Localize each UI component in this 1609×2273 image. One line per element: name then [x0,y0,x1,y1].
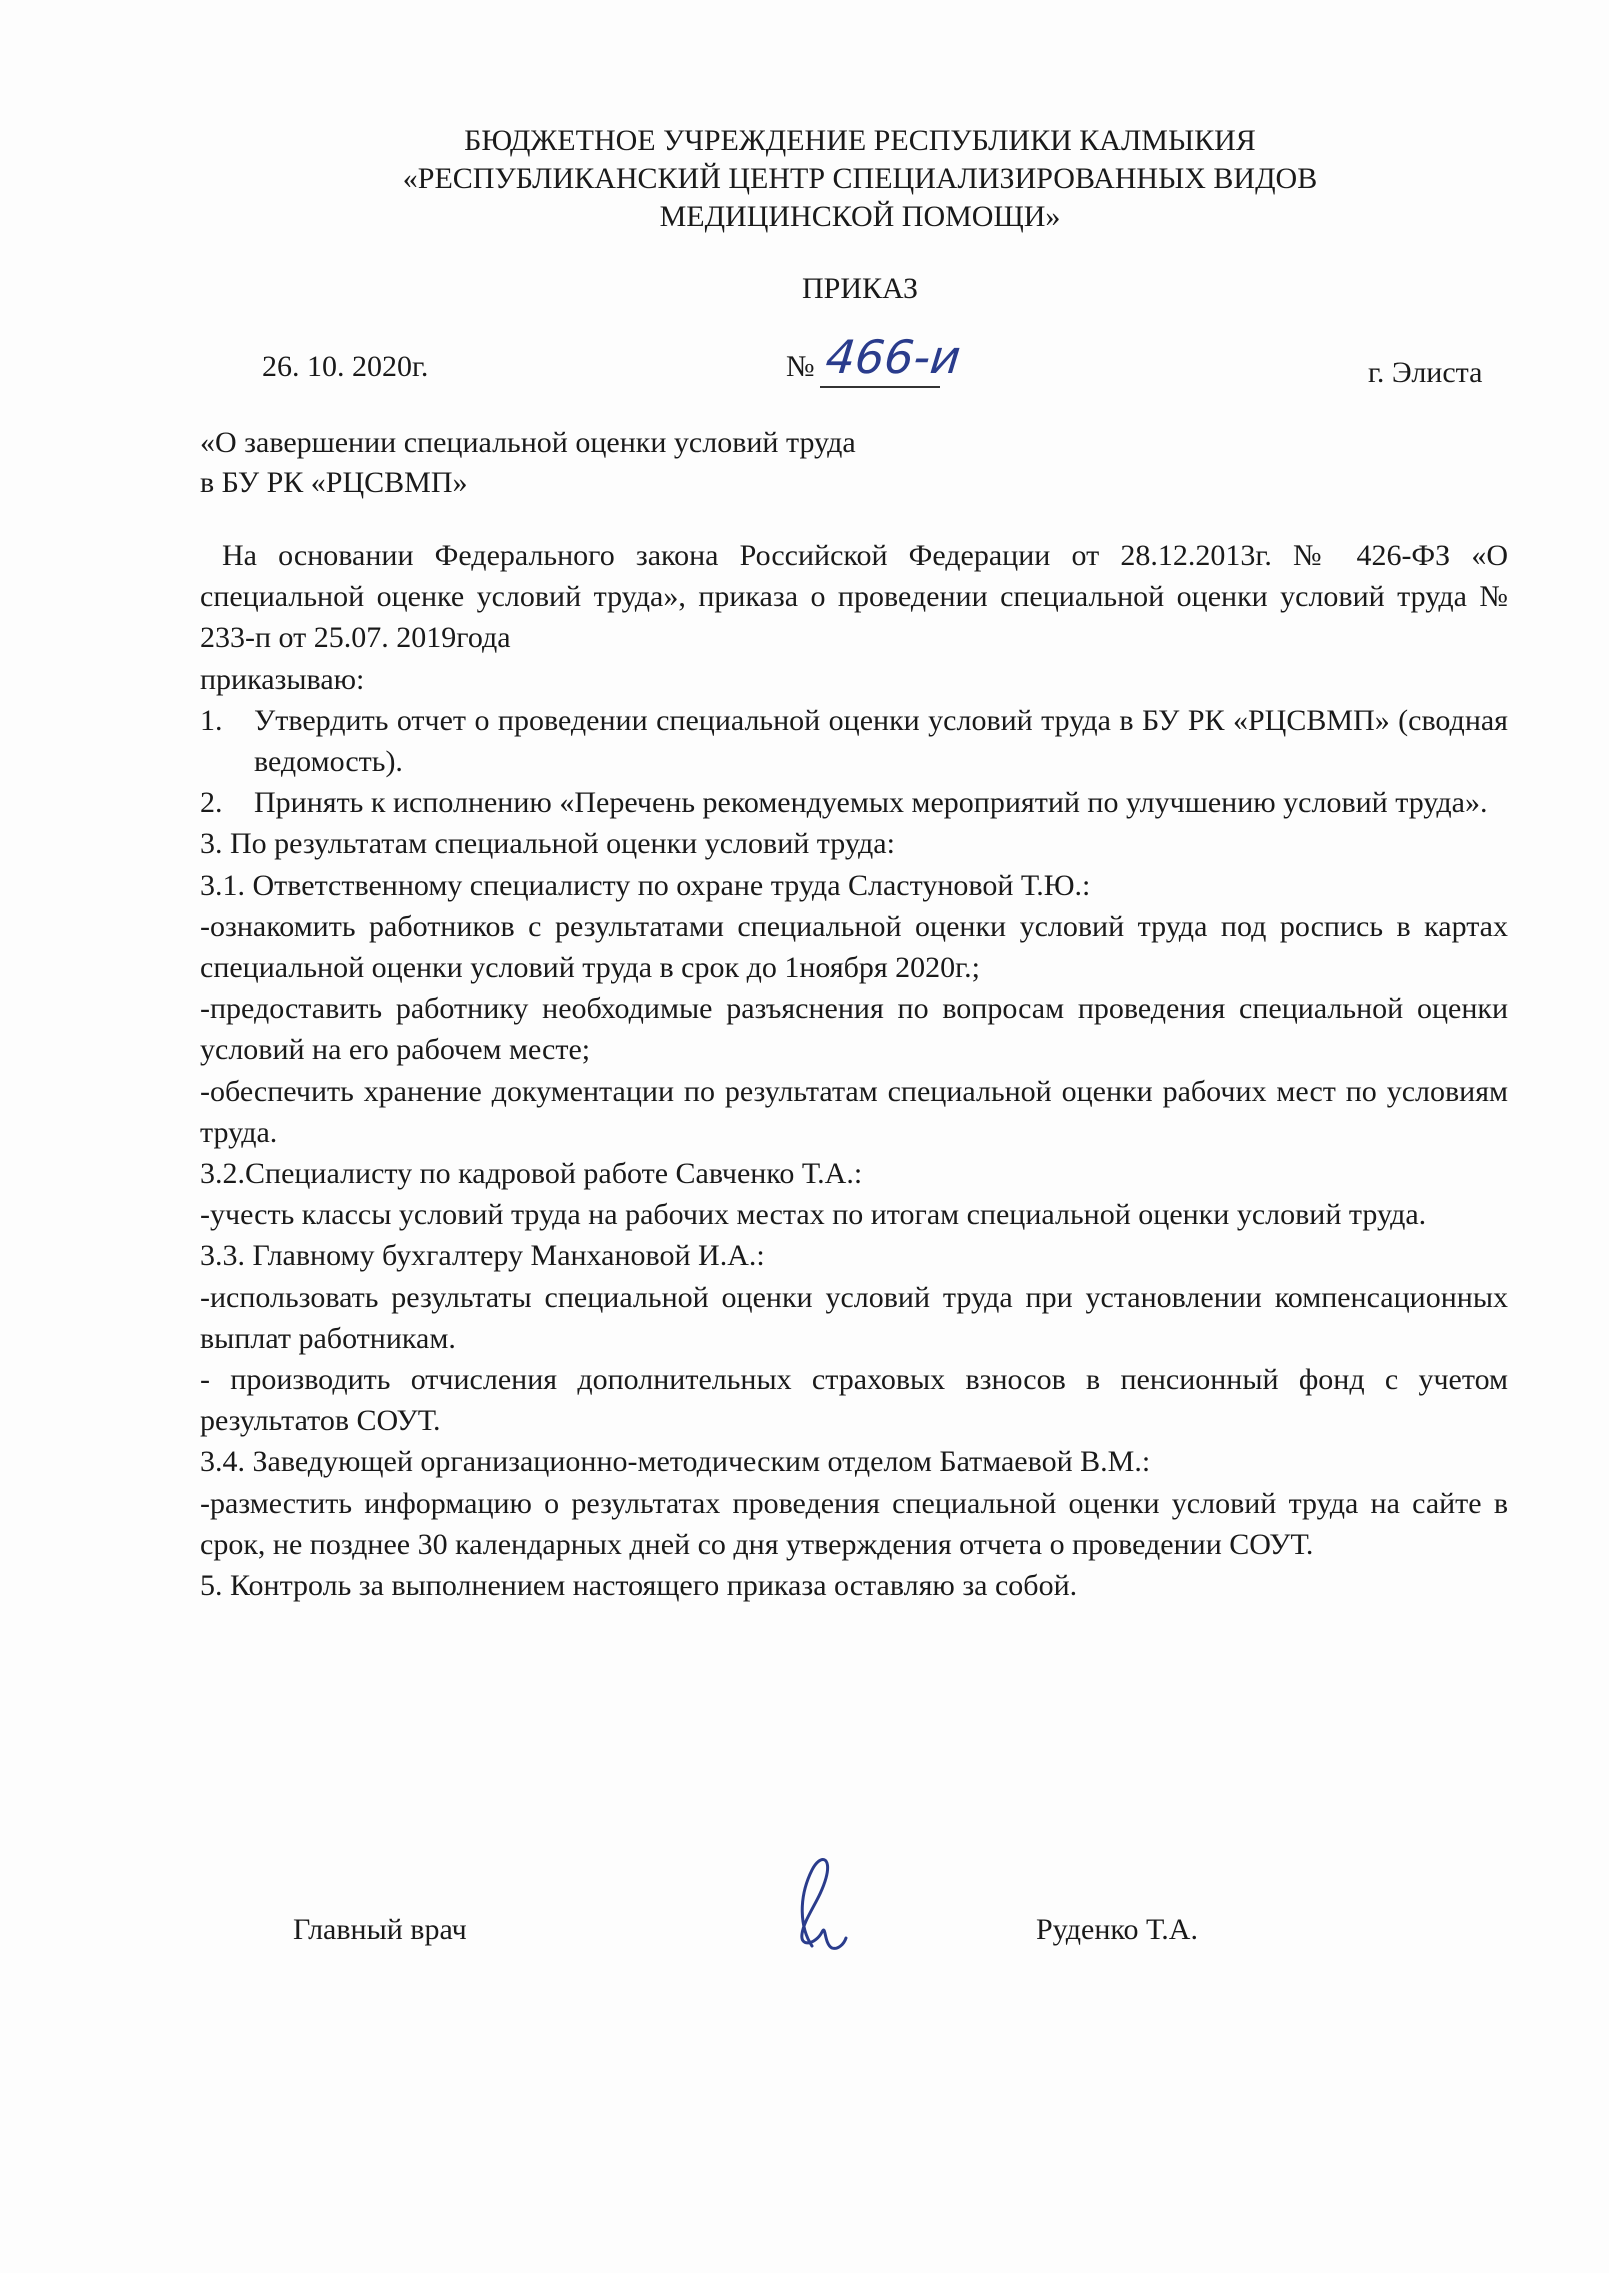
order-number-label: № [786,350,815,383]
header-line-3: МЕДИЦИНСКОЙ ПОМОЩИ» [659,200,1061,233]
header-line-1: БЮДЖЕТНОЕ УЧРЕЖДЕНИЕ РЕСПУБЛИКИ КАЛМЫКИЯ [464,124,1256,157]
order-item-3-3-b: - производить отчисления дополнительных страховых взносов в пенсионный фонд с учетом результатов СОУТ. [200,1363,1508,1438]
order-number-underline [820,386,940,388]
organization-header [200,122,1520,236]
signatory-position: Главный врач [293,1913,467,1946]
order-item-3-1: 3.1. Ответственному специалисту по охране труда Сластуновой Т.Ю.: [200,868,1091,902]
subject-line-2: в БУ РК «РЦСВМП» [200,466,468,499]
order-item-3-3-a: -использовать результаты специальной оценки условий труда при установлении компенсационных выплат работникам. [200,1280,1508,1355]
order-item-3-2-a: -учесть классы условий труда на рабочих местах по итогам специальной оценки условий труда. [200,1198,1427,1232]
order-item-3: 3. По результатам специальной оценки условий труда: [200,827,895,861]
subject-line-1: «О завершении специальной оценки условий труда [200,426,856,459]
order-item-5: 5. Контроль за выполнением настоящего приказа оставляю за собой. [200,1569,1078,1603]
order-date: 26. 10. 2020г. [262,350,429,383]
item-2-text: Принять к исполнению «Перечень рекомендуемых мероприятий по улучшению условий труда». [254,786,1488,820]
order-item-1 [200,700,1508,782]
header-line-2: «РЕСПУБЛИКАНСКИЙ ЦЕНТР СПЕЦИАЛИЗИРОВАННЫХ ВИДОВ [402,162,1318,195]
order-city: г. Элиста [1368,356,1483,389]
item-1-text: Утвердить отчет о проведении специальной оценки условий труда в БУ РК «РЦСВМП» (сводная ведомость). [254,703,1508,779]
order-item-3-1-b: -предоставить работнику необходимые разъяснения по вопросам проведения специальной оценки условий на его рабочем месте; [200,992,1508,1067]
order-item-2 [200,782,1508,823]
order-body [200,535,1508,1606]
order-word: приказываю: [200,662,365,696]
order-number-handwritten: 466-и [823,330,964,384]
intro-paragraph: На основании Федерального закона Российской Федерации от 28.12.2013г. № 426-ФЗ «О специальной оценке условий труда», приказа о проведении специальной оценки условий труда № 233-п от 25.07. 2019года [200,539,1508,655]
order-item-3-3: 3.3. Главному бухгалтеру Манхановой И.А.: [200,1239,765,1273]
order-item-3-4-a: -разместить информацию о результатах проведения специальной оценки условий труда на сайте в срок, не позднее 30 календарных дней со дня утверждения отчета о проведении СОУТ. [200,1486,1508,1561]
order-item-3-1-a: -ознакомить работников с результатами специальной оценки условий труда под роспись в картах специальной оценки условий труда в срок до 1ноября 2020г.; [200,909,1508,985]
signatory-name: Руденко Т.А. [1036,1913,1198,1946]
document-title: ПРИКАЗ [802,272,918,305]
order-subject [200,423,856,503]
order-item-3-2: 3.2.Специалисту по кадровой работе Савченко Т.А.: [200,1157,863,1191]
order-item-3-1-c: -обеспечить хранение документации по результатам специальной оценки рабочих мест по условиям труда. [200,1074,1508,1149]
item-1-number: 1. [200,703,223,737]
order-item-3-4: 3.4. Заведующей организационно-методическим отделом Батмаевой В.М.: [200,1445,1151,1479]
item-2-number: 2. [200,786,223,820]
handwritten-signature [760,1848,870,1958]
